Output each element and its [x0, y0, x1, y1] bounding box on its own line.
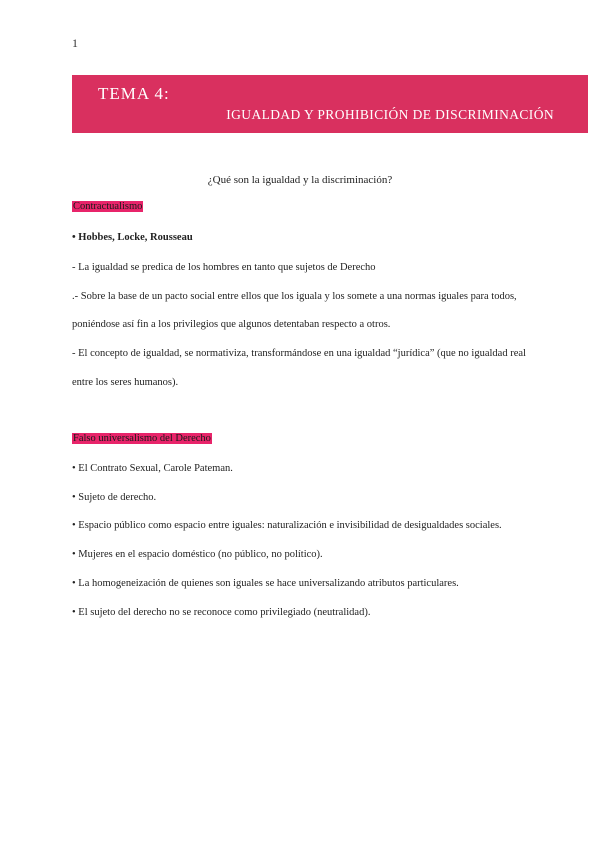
- paragraph-line: poniéndose así fin a los privilegios que algunos detentaban respecto a otros.: [72, 319, 391, 330]
- bullet-item: • El Contrato Sexual, Carole Pateman.: [72, 463, 233, 474]
- paragraph-line: - La igualdad se predica de los hombres en tanto que sujetos de Derecho: [72, 262, 376, 273]
- highlighted-heading: Falso universalismo del Derecho: [73, 433, 211, 444]
- paragraph-line: - El concepto de igualdad, se normativiza, transformándose en una igualdad “jurídica” (que no igualdad real: [72, 348, 526, 359]
- bullet-item: • Mujeres en el espacio doméstico (no público, no político).: [72, 549, 323, 560]
- paragraph-line: .- Sobre la base de un pacto social entre ellos que los iguala y los somete a una normas iguales para todos,: [72, 291, 517, 302]
- topic-title: TEMA 4:: [98, 84, 170, 103]
- title-banner: [72, 75, 588, 133]
- authors-bullet: • Hobbes, Locke, Rousseau: [72, 232, 193, 243]
- bullet-item: • La homogeneización de quienes son iguales se hace universalizando atributos particulares.: [72, 578, 459, 589]
- page-number: 1: [72, 36, 78, 50]
- section-heading-falso-universalismo: [72, 433, 212, 444]
- bullet-item: • El sujeto del derecho no se reconoce como privilegiado (neutralidad).: [72, 607, 371, 618]
- topic-subtitle: IGUALDAD Y PROHIBICIÓN DE DISCRIMINACIÓN: [226, 107, 554, 122]
- bullet-item: • Espacio público como espacio entre iguales: naturalización e invisibilidad de desigualdades sociales.: [72, 520, 502, 531]
- guiding-question: ¿Qué son la igualdad y la discriminación?: [207, 174, 393, 186]
- highlighted-heading: Contractualismo: [73, 201, 143, 212]
- section-heading-contractualismo: [72, 201, 143, 212]
- bullet-item: • Sujeto de derecho.: [72, 492, 157, 503]
- paragraph-line: entre los seres humanos).: [72, 377, 179, 388]
